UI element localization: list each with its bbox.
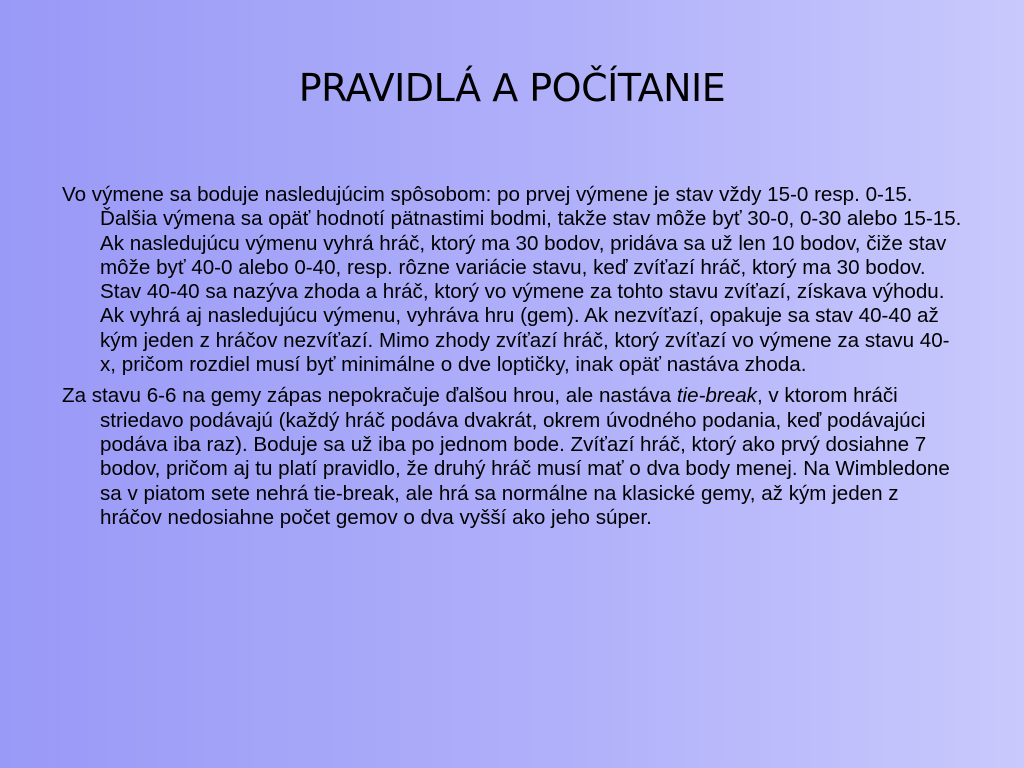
paragraph-tie-break-text-after: , v ktorom hráči striedavo podávajú (každý hráč podáva dvakrát, okrem úvodného podania, keď podávajúci podáva iba raz). Boduje sa už iba po jednom bode. Zvíťazí hráč, ktorý ako prvý dosiahne 7 bodov, pričom aj tu platí pravidlo, že druhý hráč musí mať o dva body menej. Na Wimbledone sa v piatom sete nehrá tie-break, ale hrá sa normálne na klasické gemy, až kým jeden z hráčov nedosiahne počet gemov o dva vyšší ako jeho súper.	[100, 384, 950, 529]
paragraph-tie-break-text-before: Za stavu 6-6 na gemy zápas nepokračuje ďalšou hrou, ale nastáva	[62, 384, 677, 408]
paragraph-scoring: Vo výmene sa boduje nasledujúcim spôsobom: po prvej výmene je stav vždy 15-0 resp. 0-15. Ďalšia výmena sa opäť hodnotí pätnastimi bodmi, takže stav môže byť 30-0, 0-30 alebo 15-15. Ak nasledujúcu výmenu vyhrá hráč, ktorý ma 30 bodov, pridáva sa už len 10 bodov, čiže stav môže byť 40-0 alebo 0-40, resp. rôzne variácie stavu, keď zvíťazí hráč, ktorý ma 30 bodov. Stav 40-40 sa nazýva zhoda a hráč, ktorý vo výmene za tohto stavu zvíťazí, získava výhodu. Ak vyhrá aj nasledujúcu výmenu, vyhráva hru (gem). Ak nezvíťazí, opakuje sa stav 40-40 až kým jeden z hráčov nezvíťazí. Mimo zhody zvíťazí hráč, ktorý zvíťazí vo výmene za stavu 40-x, pričom rozdiel musí byť minimálne o dve loptičky, inak opäť nastáva zhoda.	[62, 183, 962, 377]
tie-break-emphasis: tie-break	[676, 384, 757, 408]
paragraph-tie-break	[62, 384, 962, 530]
slide-body	[62, 183, 962, 530]
slide-title: PRAVIDLÁ A POČÍTANIE	[298, 66, 726, 110]
